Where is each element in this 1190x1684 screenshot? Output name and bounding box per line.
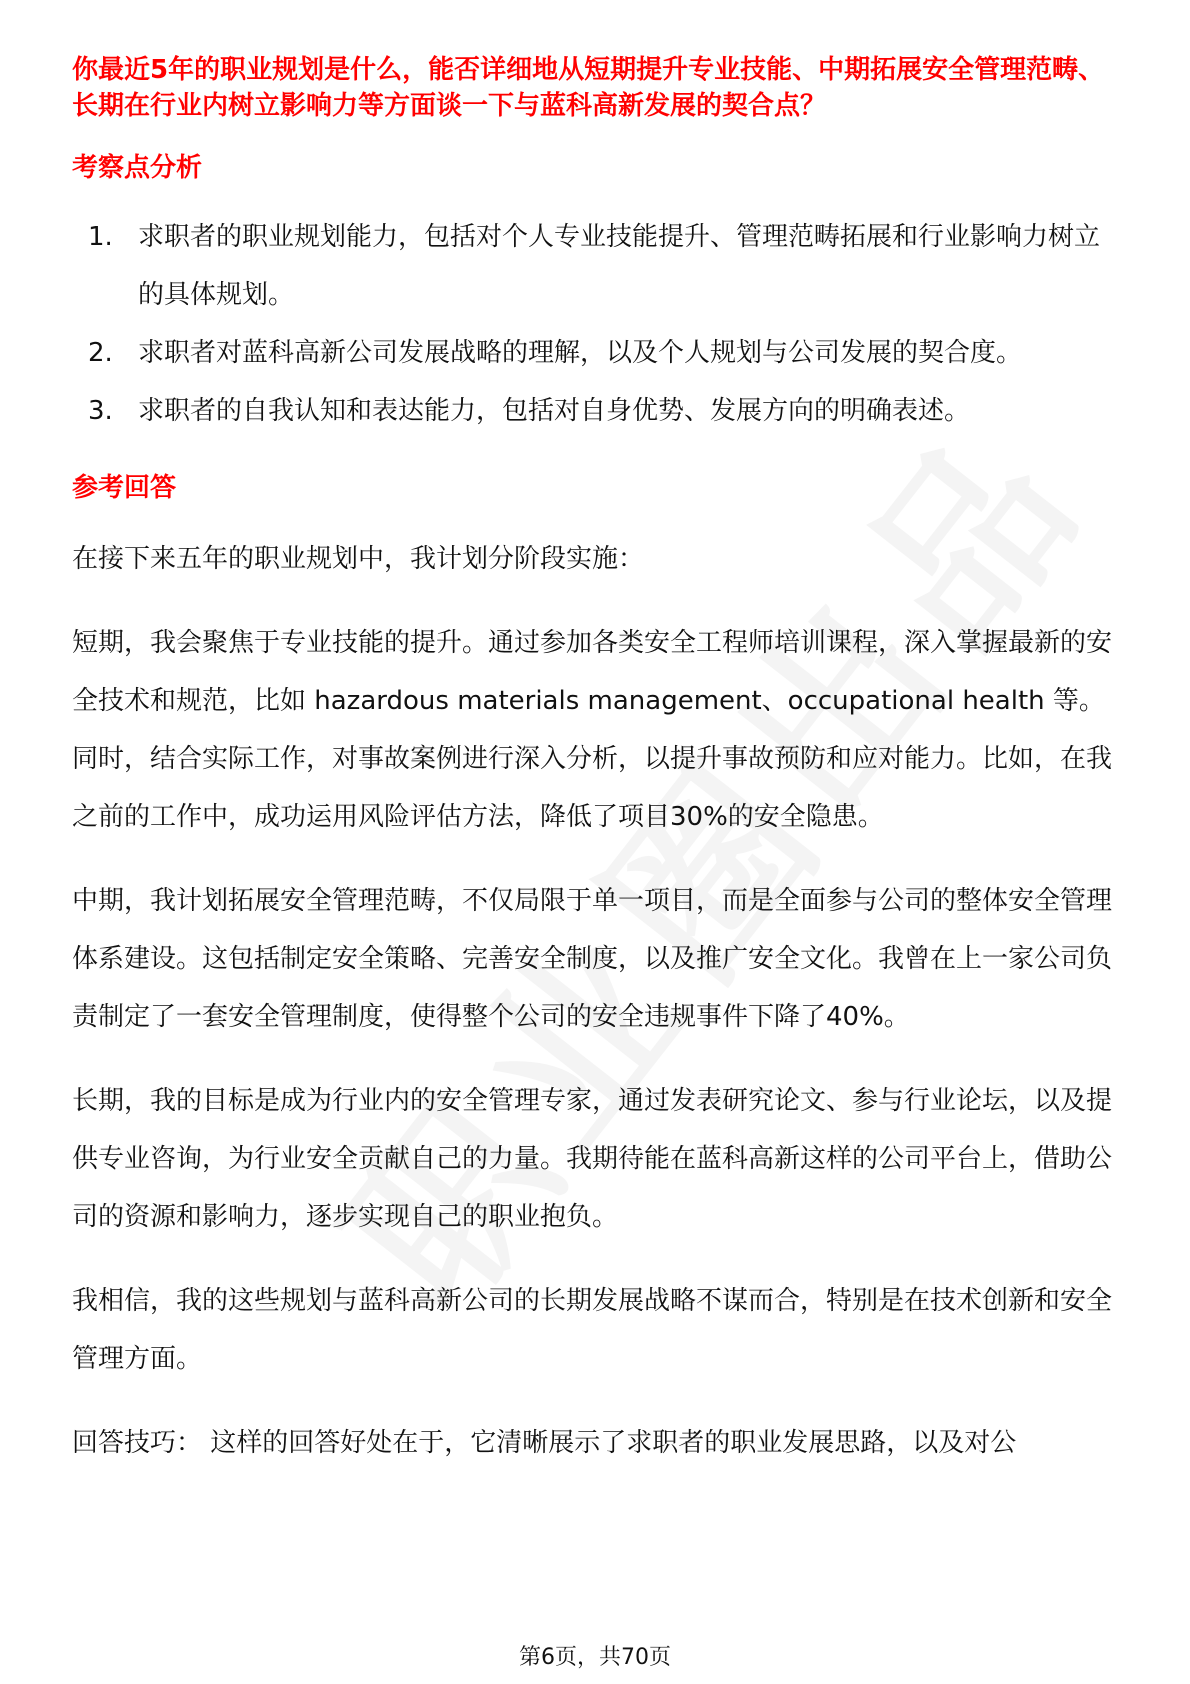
answer-heading: 参考回答 [72, 473, 177, 503]
analysis-list [72, 208, 1122, 440]
answer-conclusion: 我相信，我的这些规划与蓝科高新公司的长期发展战略不谋而合，特别是在技术创新和安全管理方面。 [72, 1286, 1113, 1374]
answer-tips: 回答技巧： 这样的回答好处在于，它清晰展示了求职者的职业发展思路，以及对公 [72, 1428, 1017, 1458]
list-number: 1. [88, 222, 113, 252]
list-item [72, 382, 1122, 440]
list-text: 求职者的自我认知和表达能力，包括对自身优势、发展方向的明确表述。 [138, 396, 971, 426]
list-item [72, 208, 1122, 324]
list-number: 2. [88, 338, 113, 368]
document-page [72, 52, 1122, 1472]
list-text: 求职者的职业规划能力，包括对个人专业技能提升、管理范畴拓展和行业影响力树立的具体规划。 [138, 222, 1101, 310]
answer-mid-term: 中期，我计划拓展安全管理范畴，不仅局限于单一项目，而是全面参与公司的整体安全管理体系建设。这包括制定安全策略、完善安全制度，以及推广安全文化。我曾在上一家公司负责制定了一套安全管理制度，使得整个公司的安全违规事件下降了40%。 [72, 886, 1113, 1032]
answer-short-term: 短期，我会聚焦于专业技能的提升。通过参加各类安全工程师培训课程，深入掌握最新的安全技术和规范，比如 hazardous materials management、occupational health 等。同时，结合实际工作，对事故案例进行深入分析，以提升事故预防和应对能力。比如，在我之前的工作中，成功运用风险评估方法，降低了项目30%的安全隐患。 [72, 628, 1113, 832]
answer-long-term: 长期，我的目标是成为行业内的安全管理专家，通过发表研究论文、参与行业论坛，以及提供专业咨询，为行业安全贡献自己的力量。我期待能在蓝科高新这样的公司平台上，借助公司的资源和影响力，逐步实现自己的职业抱负。 [72, 1086, 1113, 1232]
answer-intro: 在接下来五年的职业规划中，我计划分阶段实施： [72, 544, 645, 574]
question-title: 你最近5年的职业规划是什么，能否详细地从短期提升专业技能、中期拓展安全管理范畴、长期在行业内树立影响力等方面谈一下与蓝科高新发展的契合点？ [72, 55, 1105, 121]
list-text: 求职者对蓝科高新公司发展战略的理解，以及个人规划与公司发展的契合度。 [138, 338, 1023, 368]
list-number: 3. [88, 396, 113, 426]
page-number: 第6页，共70页 [519, 1645, 671, 1670]
analysis-heading: 考察点分析 [72, 153, 203, 183]
list-item [72, 324, 1122, 382]
